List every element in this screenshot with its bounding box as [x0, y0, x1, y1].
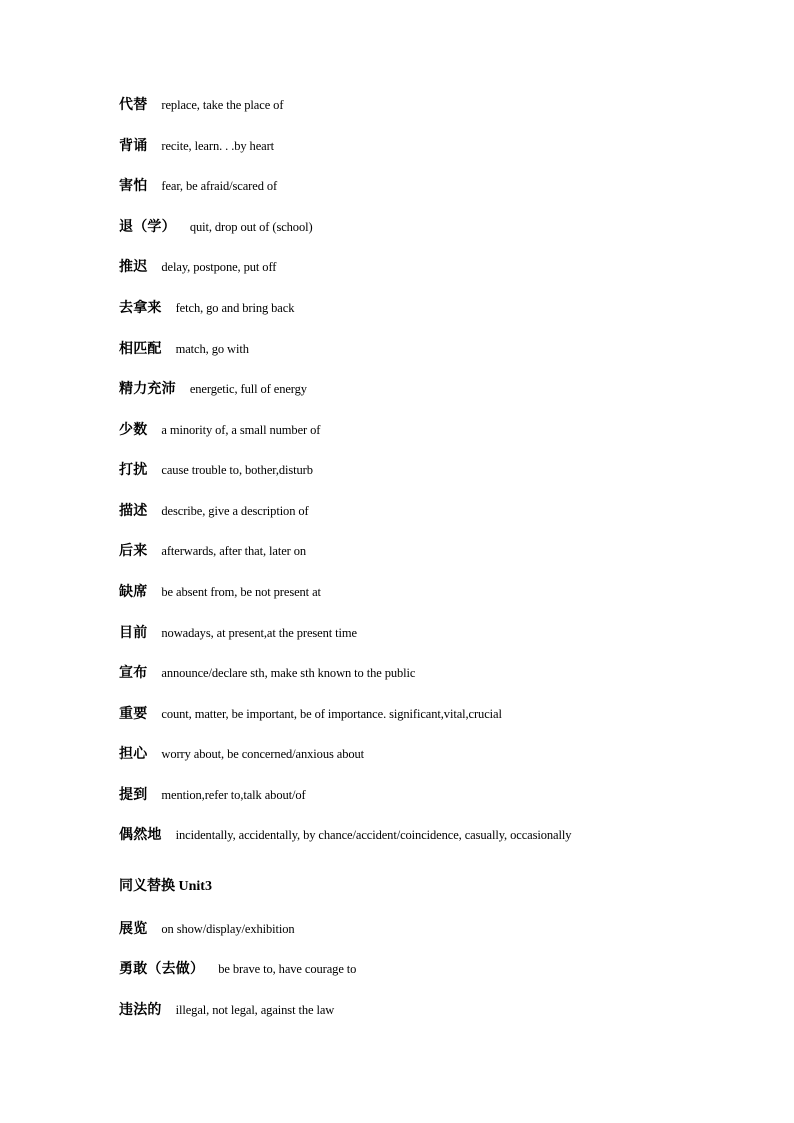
entry-term: 打扰 — [119, 463, 148, 478]
entry-term: 后来 — [119, 544, 148, 559]
vocab-entry — [119, 95, 283, 115]
vocab-entry — [119, 582, 321, 602]
entry-definition: on show/display/exhibition — [161, 922, 295, 936]
section-heading: 同义替换 Unit3 — [119, 879, 212, 894]
entry-term: 退（学） — [119, 220, 176, 235]
vocab-entry — [119, 541, 306, 561]
entry-definition: quit, drop out of (school) — [189, 220, 313, 234]
entry-term: 提到 — [119, 788, 148, 803]
vocab-entry — [119, 744, 364, 764]
entry-term: 代替 — [119, 98, 148, 113]
vocab-entry — [119, 176, 277, 196]
entry-definition: incidentally, accidentally, by chance/accident/coincidence, casually, occasionally — [175, 828, 572, 842]
entry-definition: energetic, full of energy — [189, 382, 307, 396]
entry-definition: afterwards, after that, later on — [161, 544, 307, 558]
entry-definition: be absent from, be not present at — [161, 585, 321, 599]
entry-term: 相匹配 — [119, 342, 162, 357]
vocab-entry — [119, 919, 295, 939]
entry-term: 违法的 — [119, 1003, 162, 1018]
entry-term: 描述 — [119, 504, 148, 519]
vocab-entry — [119, 623, 357, 643]
vocab-entry — [119, 501, 309, 521]
vocab-entry — [119, 257, 276, 277]
entry-definition: be brave to, have courage to — [218, 962, 357, 976]
entry-definition: fetch, go and bring back — [175, 301, 295, 315]
entry-term: 偶然地 — [119, 828, 162, 843]
vocab-entry — [119, 339, 249, 359]
vocab-entry — [119, 663, 415, 683]
entry-definition: cause trouble to, bother,disturb — [161, 463, 313, 477]
entry-definition: illegal, not legal, against the law — [175, 1003, 335, 1017]
entry-term: 缺席 — [119, 585, 148, 600]
entry-term: 推迟 — [119, 260, 148, 275]
vocab-entry — [119, 704, 502, 724]
entry-definition: match, go with — [175, 342, 249, 356]
vocab-entry — [119, 825, 571, 845]
entry-term: 勇敢（去做） — [119, 962, 205, 977]
vocab-entry — [119, 785, 306, 805]
entry-term: 担心 — [119, 747, 148, 762]
entry-definition: recite, learn. . .by heart — [161, 139, 275, 153]
vocab-entry — [119, 217, 313, 237]
entry-term: 目前 — [119, 626, 148, 641]
entry-definition: nowadays, at present,at the present time — [161, 626, 357, 640]
entry-definition: replace, take the place of — [161, 98, 284, 112]
vocab-entry — [119, 460, 313, 480]
vocab-entry — [119, 959, 356, 979]
entry-term: 少数 — [119, 423, 148, 438]
entry-term: 害怕 — [119, 179, 148, 194]
entry-definition: mention,refer to,talk about/of — [161, 788, 306, 802]
entry-term: 展览 — [119, 922, 148, 937]
vocab-entry — [119, 1000, 334, 1020]
vocab-entry — [119, 136, 274, 156]
entry-definition: a minority of, a small number of — [161, 423, 321, 437]
entry-definition: describe, give a description of — [161, 504, 309, 518]
vocab-entry — [119, 379, 307, 399]
vocab-entry — [119, 298, 294, 318]
vocab-entry — [119, 420, 320, 440]
entry-definition: announce/declare sth, make sth known to the public — [161, 666, 416, 680]
entry-term: 宣布 — [119, 666, 148, 681]
entry-definition: worry about, be concerned/anxious about — [161, 747, 365, 761]
entry-definition: count, matter, be important, be of importance. significant,vital,crucial — [161, 707, 502, 721]
entry-term: 重要 — [119, 707, 148, 722]
entry-term: 精力充沛 — [119, 382, 176, 397]
entry-term: 背诵 — [119, 139, 148, 154]
entry-definition: delay, postpone, put off — [161, 260, 277, 274]
entry-definition: fear, be afraid/scared of — [161, 179, 278, 193]
entry-term: 去拿来 — [119, 301, 162, 316]
